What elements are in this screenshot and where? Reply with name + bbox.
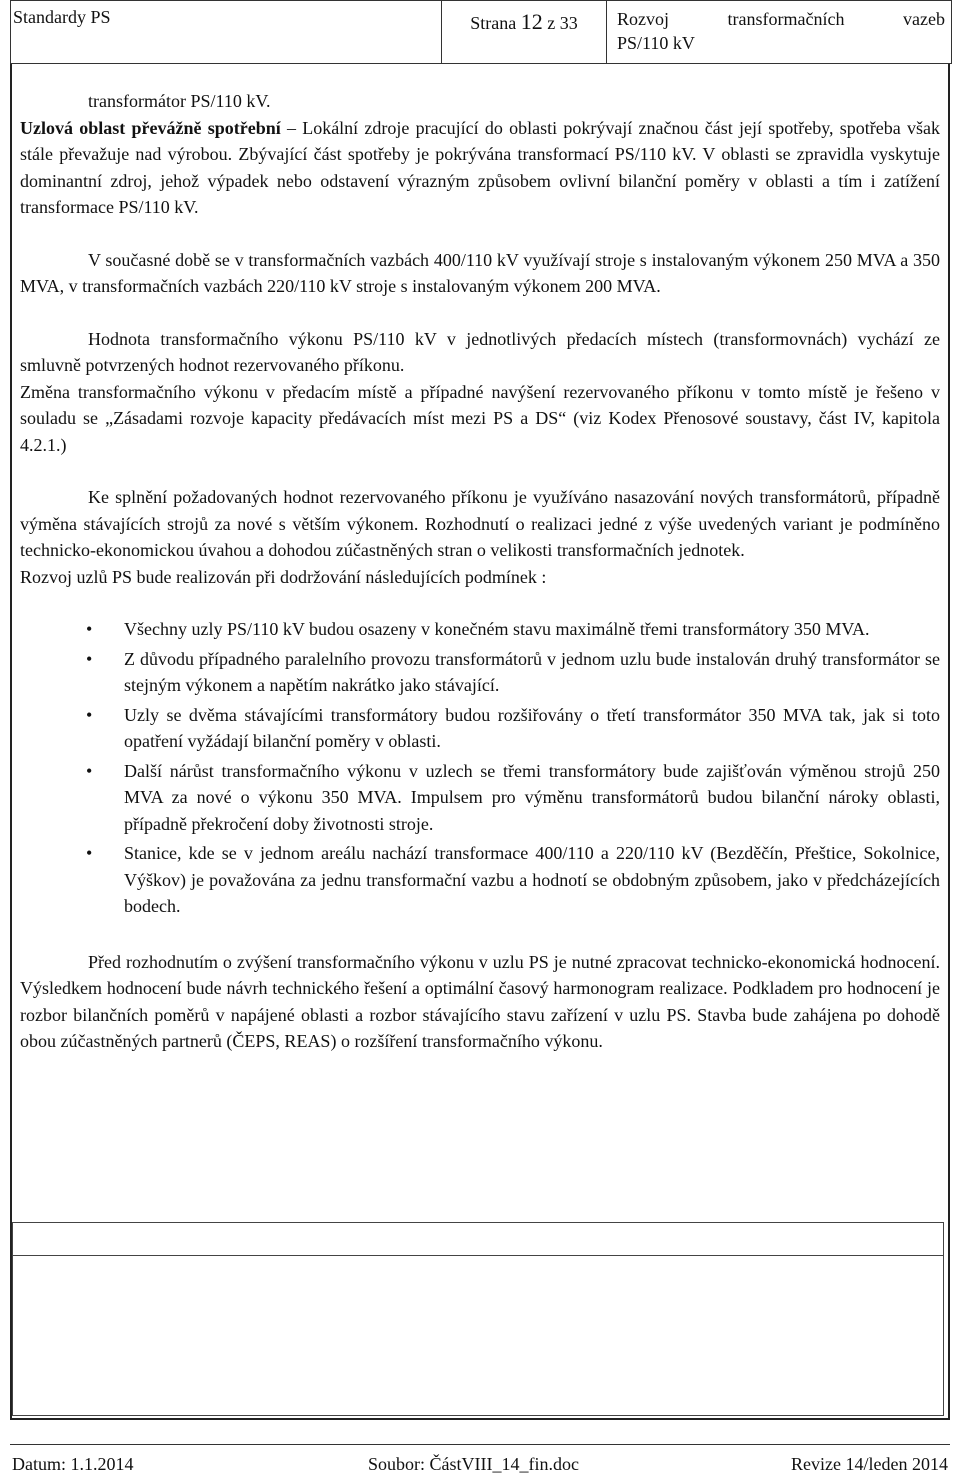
section-word-2: transformačních [727,9,845,29]
footer-revision: Revize 14/leden 2014 [791,1454,948,1474]
document-body [20,88,940,1055]
section-word-3: vazeb [903,9,945,29]
bullet-icon: • [86,843,93,863]
footer-file: Soubor: ČástVIII_14_fin.doc [368,1454,579,1474]
list-item: • Z důvodu případného paralelního provozu transformátorů v jednom uzlu bude instalován druhý transformátor se stejným výkonem a napětím nakrátko jako stávající. [20,646,940,699]
paragraph-splneni: Ke splnění požadovaných hodnot rezervovaného příkonu je využíváno nasazování nových transformátorů, případně výměna stávajících strojů za nové s větším výkonem. Rozhodnutí o realizaci jedné z výše uvedených variant je podmíněno technicko-ekonomickou úvahou a dohodou zúčastněných stran o velikosti transformačních jednotek. [20,487,940,560]
paragraph-pred-rozhodnutim: Před rozhodnutím o zvýšení transformačního výkonu v uzlu PS je nutné zpracovat technicko-ekonomická hodnocení. Výsledkem hodnocení bude návrh technického řešení a optimální časový harmonogram realizace. Podkladem pro hodnocení je rozbor bilančních poměrů v napájené oblasti a rozbor stávajícího stavu zařízení v uzlu PS. Stavba bude zahájena po dohodě obou zúčastněných partnerů (ČEPS, REAS) o rozšíření transformačního výkonu. [20,951,940,1051]
header-page-number [441,1,606,63]
paragraph-soucasne: V současné době se v transformačních vazbách 400/110 kV využívají stroje s instalovaným výkonem 250 MVA a 350 MVA, v transformačních vazbách 220/110 kV stroje s instalovaným výkonem 200 MVA. [20,249,940,296]
list-item: • Uzly se dvěma stávajícími transformátory budou rozšiřovány o třetí transformátor 350 MVA tak, jak si toto opatření vyžádají bilanční poměry v oblasti. [20,702,940,755]
section-line-2: PS/110 kV [617,33,695,54]
footer-date: Datum: 1.1.2014 [12,1454,134,1474]
paragraph-zmena: Změna transformačního výkonu v předacím místě a případné navýšení rezervovaného příkonu v tomto místě je řešeno v souladu se „Zásadami rozvoje kapacity předávacích míst mezi PS a DS“ (viz Kodex Přenosové soustavy, část IV, kapitola 4.2.1.) [20,381,940,455]
term-uzlova-oblast: Uzlová oblast převážně spotřební [20,117,281,138]
empty-table-row [12,1222,944,1256]
paragraph-intro: transformátor PS/110 kV. [88,91,271,111]
section-word-1: Rozvoj [617,9,669,29]
list-item: • Všechny uzly PS/110 kV budou osazeny v konečném stavu maximálně třemi transformátory 350 MVA. [20,616,940,643]
page-prefix: Strana [470,13,517,33]
bullet-icon: • [86,704,93,725]
list-item: • Další nárůst transformačního výkonu v uzlech se třemi transformátory bude zajišťován výměnou strojů 250 MVA za nové o výkonu 350 MVA. Impulsem pro výměnu transformátorů budou bilanční nároky oblasti, případně překročení doby životnosti stroje. [20,758,940,838]
page-footer [10,1444,950,1480]
bullet-icon: • [86,760,93,781]
page-number: 12 [520,9,543,34]
page-of: z 33 [547,13,578,33]
header-doc-title: Standardy PS [13,7,111,27]
page-header [10,0,952,64]
list-item: • Stanice, kde se v jednom areálu nachází transformace 400/110 a 220/110 kV (Bezděčín, Přeštice, Sokolnice, Výškov) je považována za jednu transformační vazbu a hodnotí se obdobným způsobem, jako v předcházejících bodech. [20,840,940,920]
bullet-icon: • [86,619,93,639]
bullet-icon: • [86,648,93,669]
paragraph-rozvoj-uzlu: Rozvoj uzlů PS bude realizován při dodržování následujících podmínek : [20,566,547,587]
header-section-title [606,1,951,63]
paragraph-uzlova-oblast [20,115,940,221]
paragraph-uzlova-oblast-text: – Lokální zdroje pracující do oblasti pokrývají značnou část její spotřeby, spotřeba však stále převažuje nad výrobou. Zbývající část spotřeby je pokrývána transformací PS/110 kV. V oblasti se zpravidla vyskytuje dominantní zdroj, jehož výpadek nebo odstavení výrazným způsobem ovlivní bilanční poměry v oblasti a tím i zatížení transformace PS/110 kV. [20,117,940,217]
conditions-list [20,616,940,920]
empty-table-area [12,1256,944,1416]
paragraph-hodnota: Hodnota transformačního výkonu PS/110 kV v jednotlivých předacích místech (transformovnách) vychází ze smluvně potvrzených hodnot rezervovaného příkonu. [20,328,940,375]
